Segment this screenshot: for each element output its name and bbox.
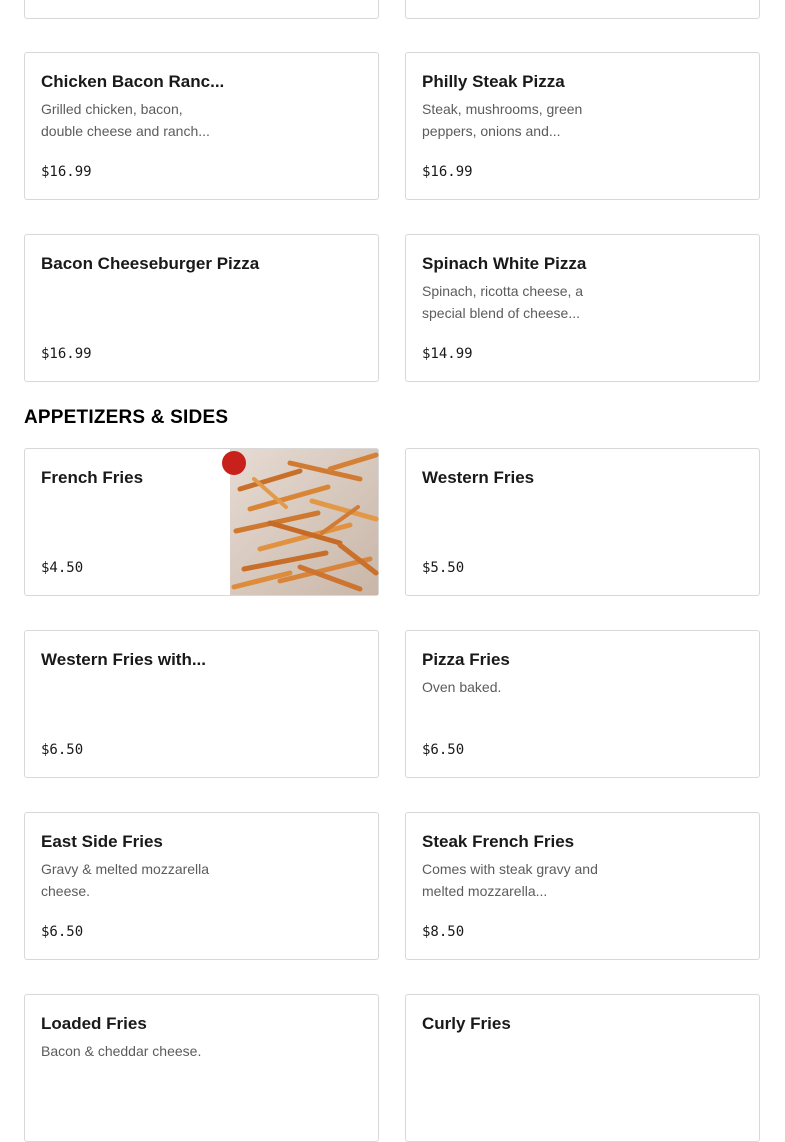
menu-item-description: Bacon & cheddar cheese. — [41, 1043, 202, 1059]
menu-item-description: Comes with steak gravy and melted mozzarella... — [422, 861, 598, 899]
menu-item-price: $16.99 — [41, 164, 92, 180]
menu-item-description: Oven baked. — [422, 679, 502, 695]
menu-item-pizza-fries[interactable] — [405, 630, 760, 778]
menu-item-name: Spinach White Pizza — [422, 254, 587, 273]
menu-item-price: $6.50 — [41, 742, 84, 758]
menu-item-description: Spinach, ricotta cheese, a special blend of cheese... — [422, 283, 584, 321]
menu-item-card[interactable] — [405, 0, 760, 19]
menu-item-price: $5.50 — [422, 560, 465, 576]
menu-item-name: Philly Steak Pizza — [422, 72, 565, 91]
menu-item-name: Bacon Cheeseburger Pizza — [41, 254, 260, 273]
menu-item-description: Grilled chicken, bacon, double cheese and ranch... — [41, 101, 210, 139]
section-title-appetizers: APPETIZERS & SIDES — [24, 407, 229, 428]
menu-item-loaded-fries[interactable] — [24, 994, 379, 1142]
menu-item-price: $14.99 — [422, 346, 473, 362]
menu-item-french-fries[interactable] — [24, 448, 379, 596]
menu-item-philly-steak-pizza[interactable] — [405, 52, 760, 200]
menu-item-description: Steak, mushrooms, green peppers, onions and... — [422, 101, 583, 139]
menu-item-name: Pizza Fries — [422, 650, 510, 669]
menu-item-western-fries[interactable] — [405, 448, 760, 596]
menu-item-name: Western Fries with... — [41, 650, 207, 669]
menu-item-curly-fries[interactable] — [405, 994, 760, 1142]
menu-item-name: Curly Fries — [422, 1014, 511, 1033]
menu-item-western-fries-with[interactable] — [24, 630, 379, 778]
menu-item-price: $16.99 — [422, 164, 473, 180]
menu-item-spinach-white-pizza[interactable] — [405, 234, 760, 382]
menu-item-east-side-fries[interactable] — [24, 812, 379, 960]
menu-item-price: $6.50 — [422, 742, 465, 758]
menu-item-price: $4.50 — [41, 560, 84, 576]
menu-item-chicken-bacon-ranch[interactable] — [24, 52, 379, 200]
menu-item-description: Gravy & melted mozzarella cheese. — [41, 861, 210, 899]
menu-item-price: $6.50 — [41, 924, 84, 940]
menu-item-name: Loaded Fries — [41, 1014, 147, 1033]
menu-item-name: Steak French Fries — [422, 832, 575, 851]
menu-item-name: Chicken Bacon Ranc... — [41, 72, 225, 91]
french-fries-photo — [230, 449, 378, 595]
menu-item-bacon-cheeseburger-pizza[interactable] — [24, 234, 379, 382]
menu-item-name: Western Fries — [422, 468, 535, 487]
menu-item-price: $16.99 — [41, 346, 92, 362]
menu-item-card[interactable] — [24, 0, 379, 19]
menu-item-name: French Fries — [41, 468, 144, 487]
menu-item-name: East Side Fries — [41, 832, 163, 851]
menu-item-steak-french-fries[interactable] — [405, 812, 760, 960]
menu-item-price: $8.50 — [422, 924, 465, 940]
